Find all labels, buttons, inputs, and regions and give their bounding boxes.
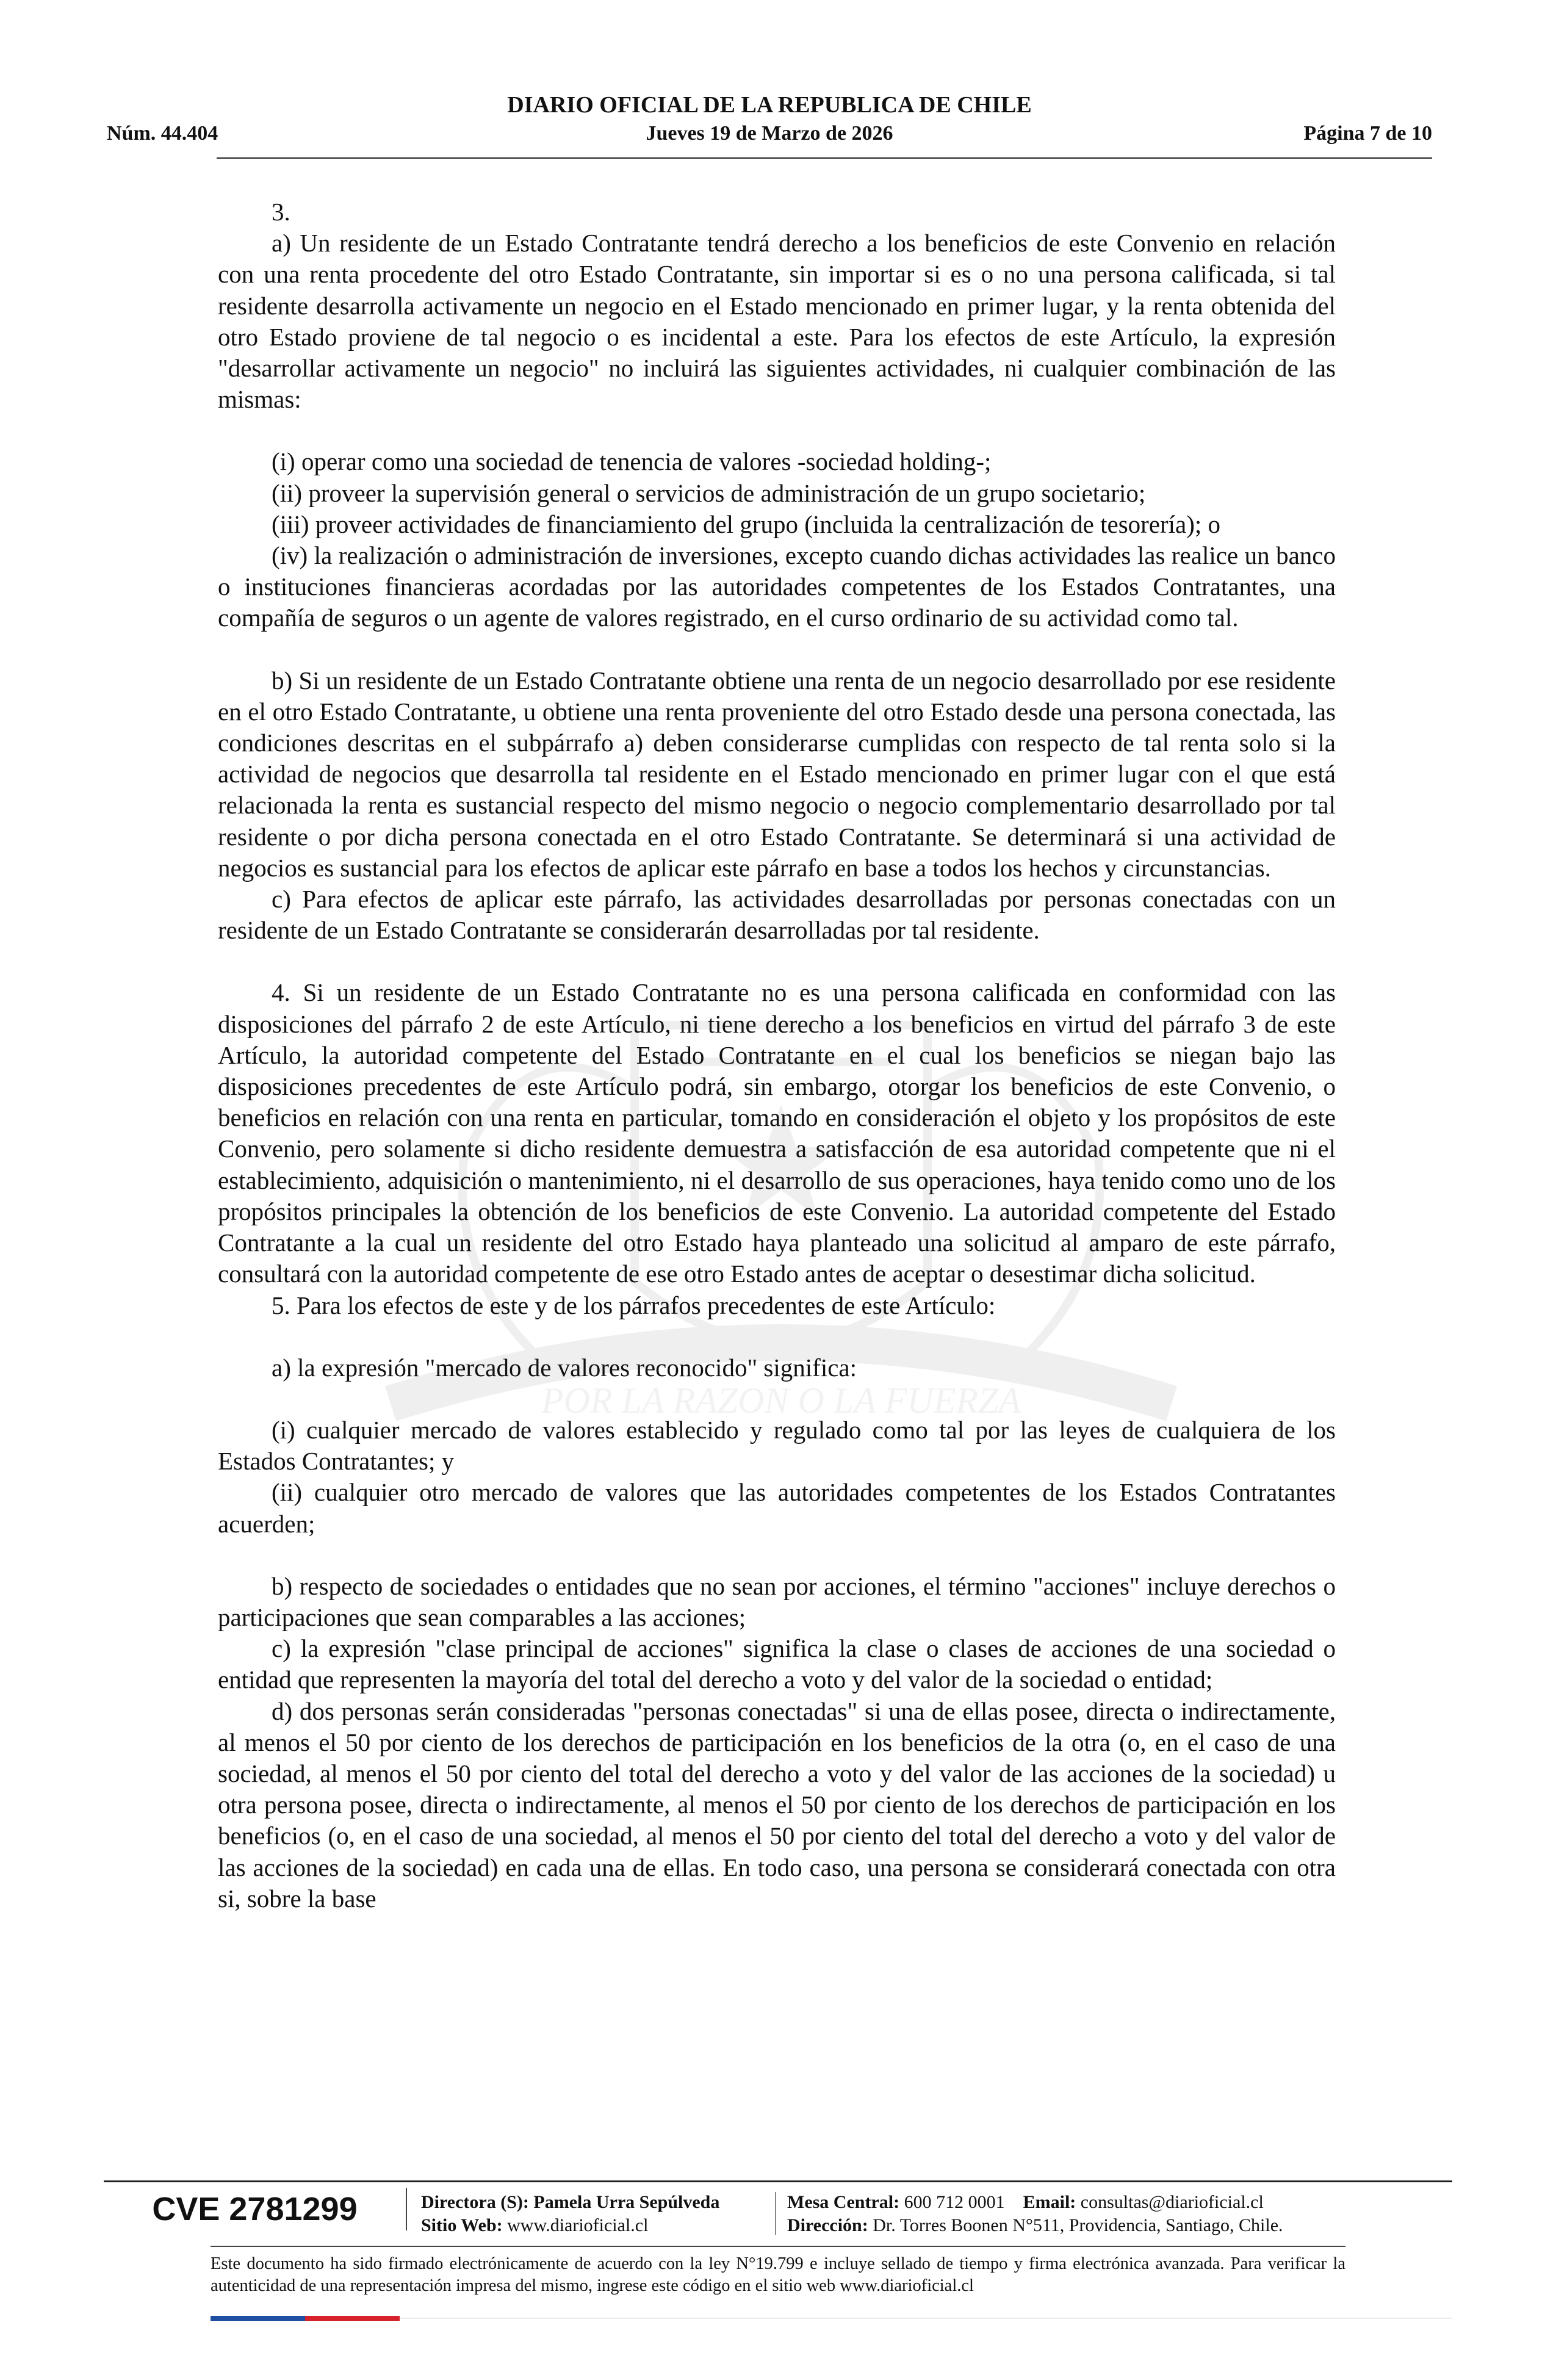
phone-number: 600 712 0001	[904, 2192, 1005, 2212]
paragraph-5a: a) la expresión "mercado de valores reconocido" significa:	[272, 1353, 857, 1382]
watermark-motto: POR LA RAZON O LA FUERZA	[541, 1380, 1021, 1421]
paragraph-3b: b) Si un residente de un Estado Contratante obtiene una renta de un negocio desarrollado por ese residente en el otro Estado Contratante, u obtiene una renta proveniente del otro Estado desde una persona conectada, las condiciones descritas en el subpárrafo a) deben considerarse cumplidas con respecto de tal renta solo si la actividad de negocios que desarrolla tal residente en el Estado mencionado en primer lugar con el que está relacionada la renta es sustancial respecto del mismo negocio o negocio complementario desarrollado por tal residente o por dicha persona conectada en el otro Estado Contratante. Se determinará si una actividad de negocios es sustancial para los efectos de aplicar este párrafo en base a todos los hechos y circunstancias.	[218, 666, 1336, 882]
issue-number: Núm. 44.404	[107, 122, 218, 145]
paragraph-3a: a) Un residente de un Estado Contratante tendrá derecho a los beneficios de este Convenio en relación con una renta procedente del otro Estado Contratante, sin importar si es o no una persona calificada, si tal residente desarrolla activamente un negocio en el Estado mencionado en primer lugar, y la renta obtenida del otro Estado proviene de tal negocio o es incidental a este. Para los efectos de este Artículo, la expresión "desarrollar activamente un negocio" no incluirá las siguientes actividades, ni cualquier combinación de las mismas:	[218, 229, 1336, 414]
paragraph-5d: d) dos personas serán consideradas "personas conectadas" si una de ellas posee, directa o indirectamente, al menos el 50 por ciento de los derechos de participación en los beneficios de la otra (o, en el caso de una sociedad, al menos el 50 por ciento del total del derecho a voto y del valor de las acciones de la sociedad) u otra persona posee, directa o indirectamente, al menos el 50 por ciento de los derechos de participación en los beneficios (o, en el caso de una sociedad, al menos el 50 por ciento del total del derecho a voto y del valor de las acciones de la sociedad) en cada una de ellas. En todo caso, una persona se considerará conectada con otra si, sobre la base	[218, 1697, 1336, 1913]
legal-notice: Este documento ha sido firmado electrónicamente de acuerdo con la ley N°19.799 e incluye sellado de tiempo y firma electrónica avanzada. Para verificar la autenticidad de una representación impresa del mismo, ingrese este código en el sitio web www.diarioficial.cl	[211, 2254, 1345, 2295]
paragraph-3c: c) Para efectos de aplicar este párrafo, las actividades desarrolladas por personas conectadas con un residente de un Estado Contratante se considerarán desarrolladas por tal residente.	[218, 885, 1336, 945]
director-name: Pamela Urra Sepúlveda	[533, 2192, 720, 2212]
document-body	[218, 197, 1336, 1914]
site-link[interactable]: www.diarioficial.cl	[507, 2215, 649, 2235]
address-label: Dirección:	[787, 2215, 868, 2235]
list-item-iii: (iii) proveer actividades de financiamiento del grupo (incluida la centralización de tesorería); o	[272, 510, 1221, 538]
list-item-ii: (ii) proveer la supervisión general o servicios de administración de un grupo societario;	[272, 478, 1146, 507]
list-item-5a-i: (i) cualquier mercado de valores establecido y regulado como tal por las leyes de cualquiera de los Estados Contratantes; y	[218, 1415, 1336, 1476]
flag-color-band	[211, 2316, 400, 2321]
paragraph-4: 4. Si un residente de un Estado Contratante no es una persona calificada en conformidad con las disposiciones del párrafo 2 de este Artículo, ni tiene derecho a los beneficios en virtud del párrafo 3 de este Artículo, la autoridad competente del Estado Contratante en el cual los beneficios se niegan bajo las disposiciones precedentes de este Artículo podrá, sin embargo, otorgar los beneficios de este Convenio, o beneficios en relación con una renta en particular, tomando en consideración el objeto y los propósitos de este Convenio, pero solamente si dicho residente demuestra a satisfacción de esa autoridad competente que ni el establecimiento, adquisición o mantenimiento, ni el desarrollo de sus operaciones, haya tenido como uno de los propósitos principales la obtención de los beneficios de este Convenio. La autoridad competente del Estado Contratante a la cual un residente del otro Estado haya planteado una solicitud al amparo de este párrafo, consultará con la autoridad competente de ese otro Estado antes de aceptar o desestimar dicha solicitud.	[218, 978, 1336, 1288]
footer-column-separator	[775, 2192, 776, 2235]
paragraph-5b: b) respecto de sociedades o entidades que no sean por acciones, el término "acciones" incluye derechos o participaciones que sean comparables a las acciones;	[218, 1571, 1336, 1631]
page-number: Página 7 de 10	[1303, 122, 1432, 145]
site-label: Sitio Web:	[421, 2215, 503, 2235]
list-item-5a-ii: (ii) cualquier otro mercado de valores que las autoridades competentes de los Estados Contratantes acuerden;	[218, 1478, 1336, 1538]
list-item-iv: (iv) la realización o administración de inversiones, excepto cuando dichas actividades las realice un banco o instituciones financieras acordadas por las autoridades competentes de los Estados Contratantes, una compañía de seguros o un agente de valores registrado, en el curso ordinario de su actividad como tal.	[218, 541, 1336, 632]
footer-contact-block	[787, 2191, 1452, 2237]
paragraph-5: 5. Para los efectos de este y de los párrafos precedentes de este Artículo:	[272, 1291, 996, 1319]
cve-code: CVE 2781299	[104, 2188, 407, 2230]
list-item-i: (i) operar como una sociedad de tenencia de valores -sociedad holding-;	[272, 447, 992, 476]
legal-divider	[211, 2246, 1345, 2247]
email-label: Email:	[1023, 2192, 1076, 2212]
issue-date: Jueves 19 de Marzo de 2026	[646, 122, 893, 145]
paragraph-5c: c) la expresión "clase principal de acciones" significa la clase o clases de acciones de una sociedad o entidad que representen la mayoría del total del derecho a voto y del valor de la sociedad o entidad;	[218, 1634, 1336, 1694]
address-text: Dr. Torres Boonen N°511, Providencia, Santiago, Chile.	[873, 2215, 1283, 2235]
email-link[interactable]: consultas@diarioficial.cl	[1080, 2192, 1264, 2212]
header-divider	[217, 157, 1432, 159]
footer-director-block	[421, 2191, 769, 2237]
footer-divider	[104, 2180, 1452, 2182]
phone-label: Mesa Central:	[787, 2192, 900, 2212]
director-label: Directora (S):	[421, 2192, 529, 2212]
paragraph-3-heading: 3.	[272, 198, 290, 226]
page-header	[107, 92, 1432, 159]
gazette-title: DIARIO OFICIAL DE LA REPUBLICA DE CHILE	[507, 92, 1032, 118]
